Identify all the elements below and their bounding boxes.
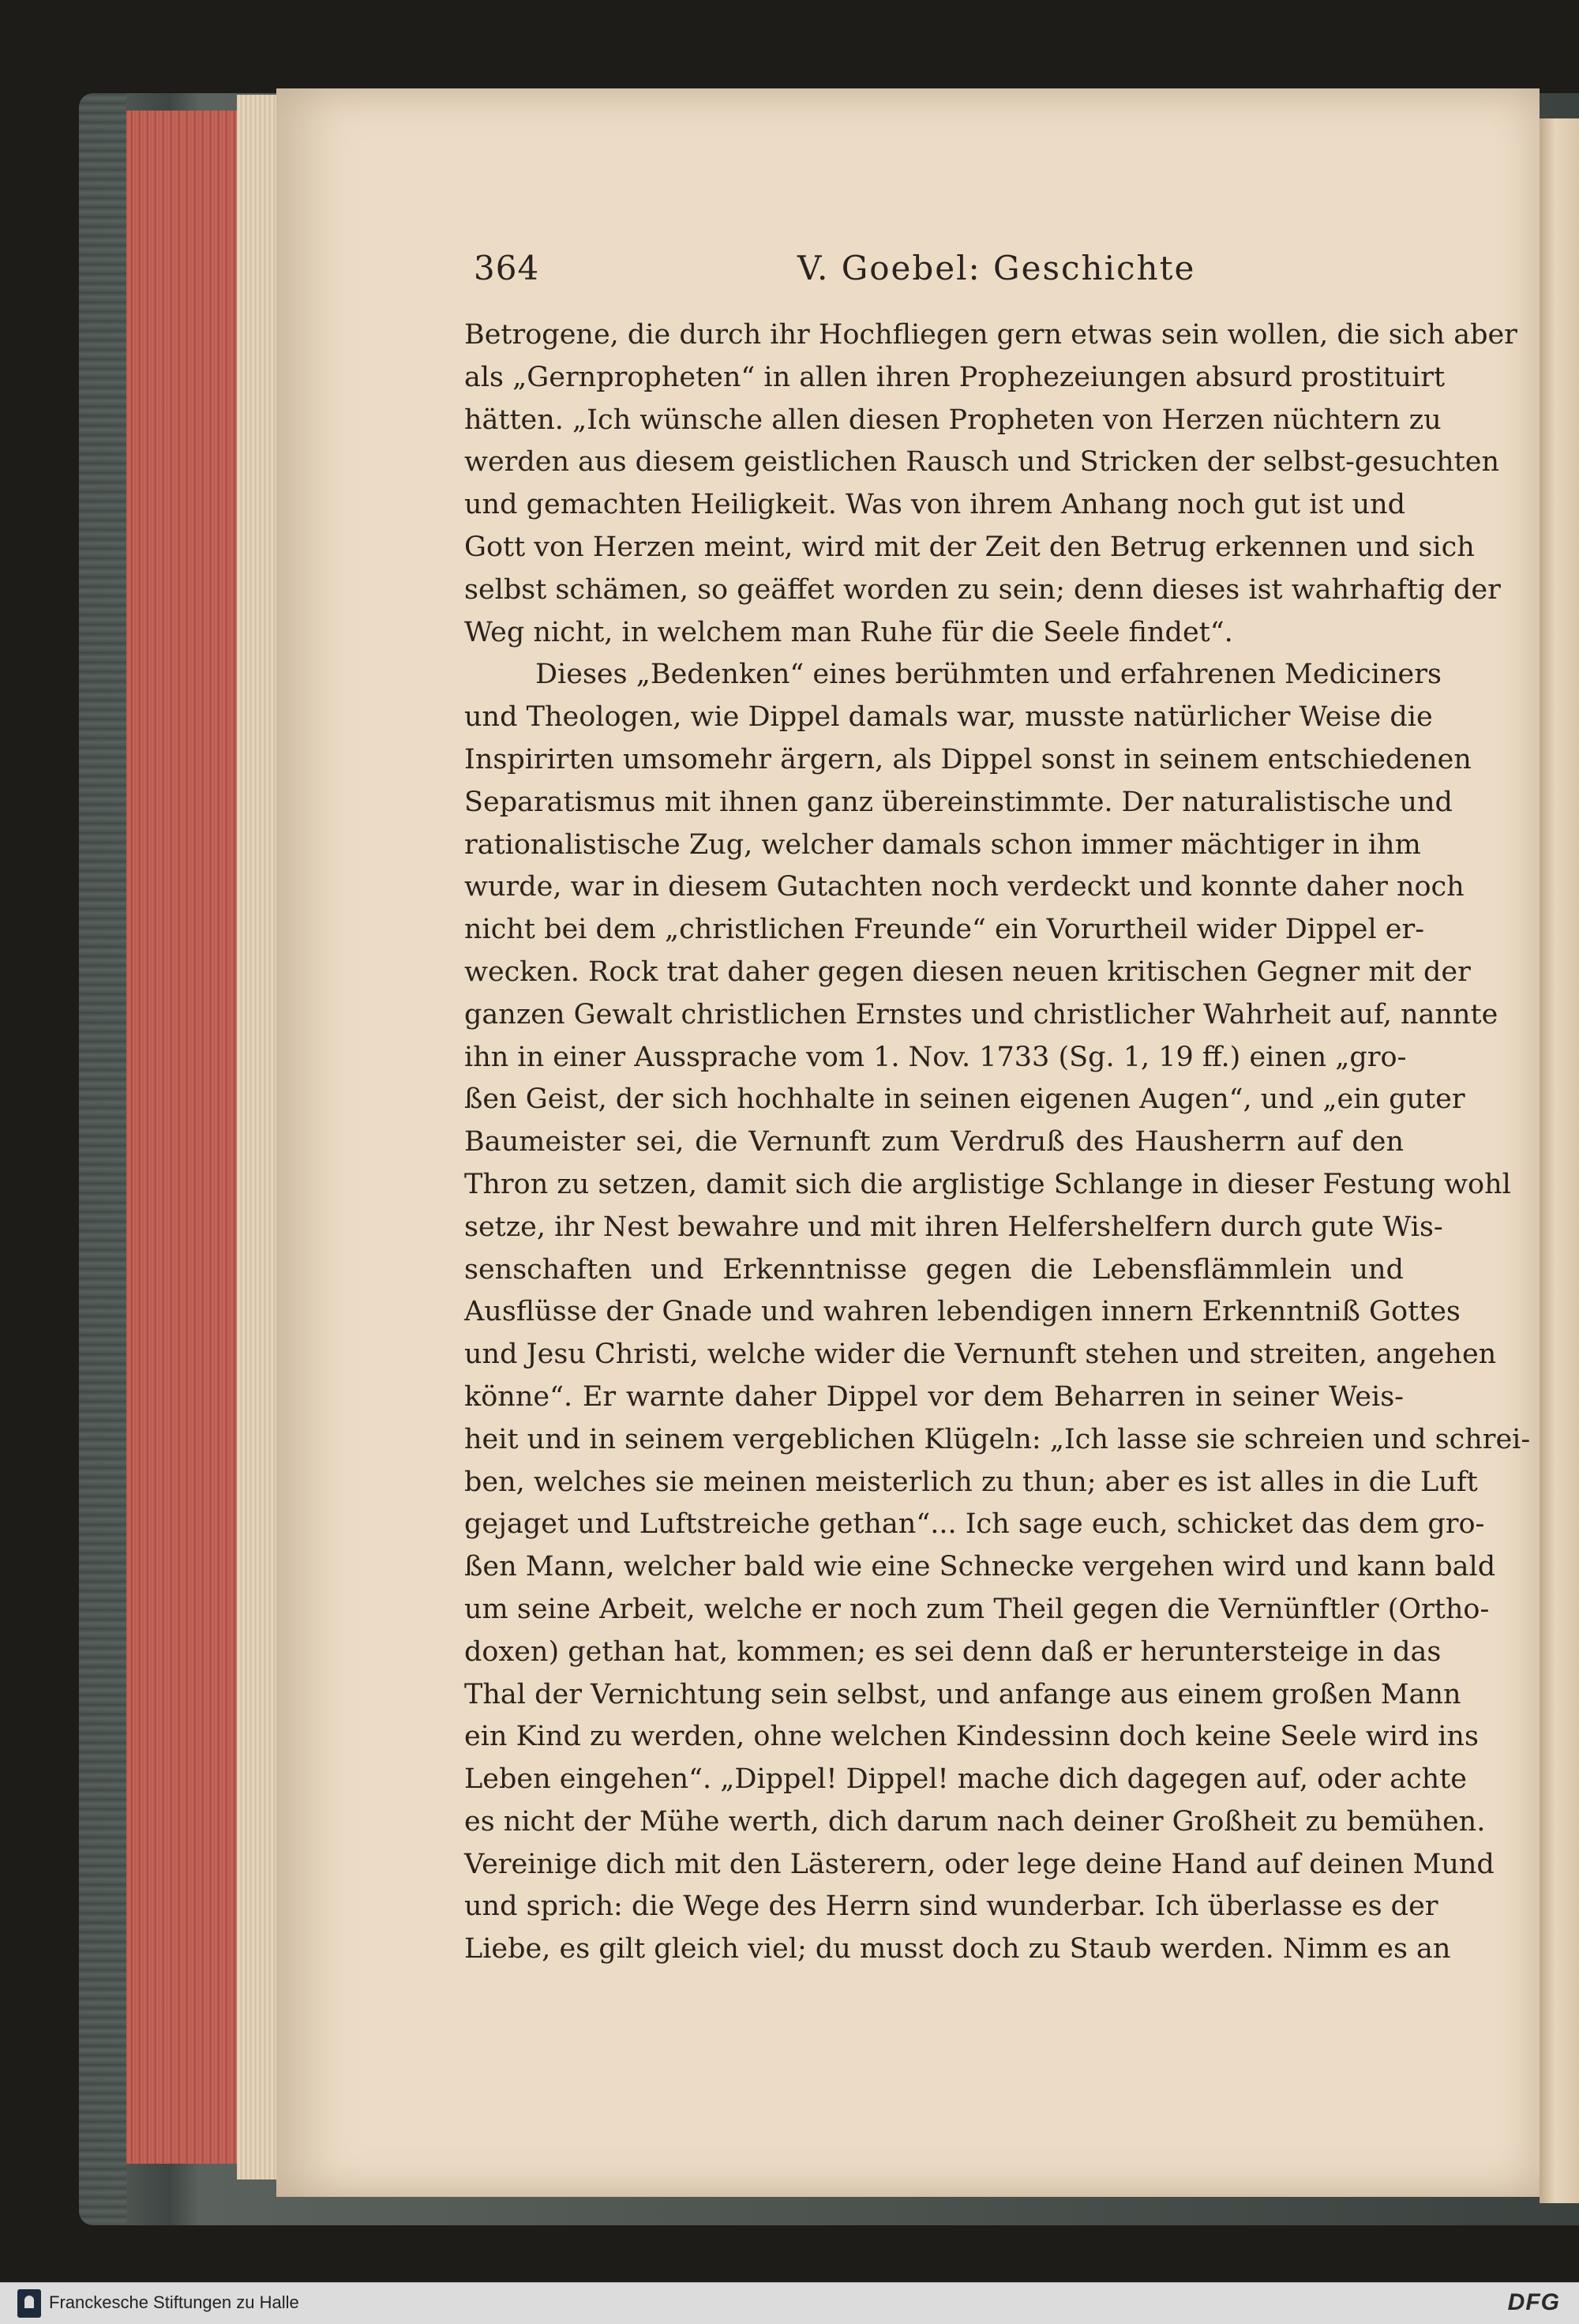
text-line: rationalistische Zug, welcher damals schon immer mächtiger in ihm — [464, 828, 1421, 861]
text-line: wecken. Rock trat daher gegen diesen neuen kritischen Gegner mit der — [464, 956, 1471, 988]
text-line: Gott von Herzen meint, wird mit der Zeit den Betrug erkennen und sich — [464, 531, 1475, 563]
text-line: um seine Arbeit, welche er noch zum Theil gegen die Vernünftler (Ortho- — [464, 1593, 1490, 1625]
text-line: Thron zu setzen, damit sich die arglistige Schlange in dieser Festung wohl — [464, 1168, 1511, 1200]
text-line: und Jesu Christi, welche wider die Vernunft stehen und streiten, angehen — [464, 1338, 1497, 1371]
text-line: senschaften und Erkenntnisse gegen die Lebensflämmlein und — [464, 1253, 1404, 1286]
text-line: selbst schämen, so geäffet worden zu sein; denn dieses ist wahrhaftig der — [464, 573, 1501, 606]
cover-spine-edge — [79, 93, 126, 2225]
text-line: ein Kind zu werden, ohne welchen Kindessinn doch keine Seele wird ins — [464, 1721, 1479, 1753]
text-line: ßen Geist, der sich hochhalte in seinen eigenen Augen“, und „ein guter — [464, 1083, 1465, 1116]
running-head — [474, 249, 1405, 296]
page-number: 364 — [474, 249, 540, 287]
body-text — [464, 314, 1531, 1971]
text-line: nicht bei dem „christlichen Freunde“ ein Vorurtheil wider Dippel er- — [464, 914, 1425, 946]
foundation-logo-icon — [17, 2289, 41, 2318]
footer-bar — [0, 2282, 1579, 2324]
text-line: Weg nicht, in welchem man Ruhe für die Seele findet“. — [464, 616, 1233, 648]
text-line: Separatismus mit ihnen ganz übereinstimmte. Der naturalistische und — [464, 786, 1453, 818]
text-line: heit und in seinem vergeblichen Klügeln: „Ich lasse sie schreien und schrei- — [464, 1423, 1531, 1455]
text-line: hätten. „Ich wünsche allen diesen Propheten von Herzen nüchtern zu — [464, 404, 1442, 436]
text-line: Liebe, es gilt gleich viel; du musst doch zu Staub werden. Nimm es an — [464, 1933, 1451, 1965]
text-line: ihn in einer Aussprache vom 1. Nov. 1733 (Sg. 1, 19 ff.) einen „gro- — [464, 1041, 1407, 1073]
text-line: könne“. Er warnte daher Dippel vor dem Beharren in seiner Weis- — [464, 1380, 1404, 1413]
text-line: Ausflüsse der Gnade und wahren lebendigen innern Erkenntniß Gottes — [464, 1296, 1461, 1328]
text-line: doxen) gethan hat, kommen; es sei denn daß er heruntersteige in das — [464, 1635, 1442, 1668]
text-line: Leben eingehen“. „Dippel! Dippel! mache dich dagegen auf, oder achte — [464, 1763, 1467, 1796]
text-line: und Theologen, wie Dippel damals war, musste natürlicher Weise die — [464, 701, 1433, 734]
facing-page-edge — [1540, 118, 1579, 2203]
text-line: Inspirirten umsomehr ärgern, als Dippel sonst in seinem entschiedenen — [464, 743, 1472, 775]
institution-name: Franckesche Stiftungen zu Halle — [49, 2292, 299, 2312]
text-line: Baumeister sei, die Vernunft zum Verdruß des Hausherrn auf den — [464, 1126, 1404, 1158]
text-line: als „Gernpropheten“ in allen ihren Prophezeiungen absurd prostituirt — [464, 361, 1446, 393]
running-title: V. Goebel: Geschichte — [797, 249, 1196, 287]
text-line: Dieses „Bedenken“ eines berühmten und erfahrenen Mediciners — [535, 659, 1442, 691]
text-line: ben, welches sie meinen meisterlich zu thun; aber es ist alles in die Luft — [464, 1466, 1478, 1498]
text-line: wurde, war in diesem Gutachten noch verdeckt und konnte daher noch — [464, 871, 1465, 903]
text-line: setze, ihr Nest bewahre und mit ihren Helfershelfern durch gute Wis- — [464, 1211, 1443, 1243]
text-line: es nicht der Mühe werth, dich darum nach deiner Großheit zu bemühen. — [464, 1805, 1486, 1838]
text-line: Betrogene, die durch ihr Hochfliegen gern etwas sein wollen, die sich aber — [464, 319, 1517, 351]
text-line: und gemachten Heiligkeit. Was von ihrem Anhang noch gut ist und — [464, 489, 1406, 521]
text-line: und sprich: die Wege des Herrn sind wunderbar. Ich überlasse es der — [464, 1890, 1438, 1923]
text-line: Thal der Vernichtung sein selbst, und anfange aus einem großen Mann — [464, 1678, 1461, 1710]
text-line: gejaget und Luftstreiche gethan“... Ich sage euch, schicket das dem gro- — [464, 1508, 1485, 1541]
text-line: ßen Mann, welcher bald wie eine Schnecke vergehen wird und kann bald — [464, 1551, 1496, 1583]
text-line: werden aus diesem geistlichen Rausch und Stricken der selbst-gesuchten — [464, 446, 1499, 479]
text-line: ganzen Gewalt christlichen Ernstes und christlicher Wahrheit auf, nannte — [464, 998, 1498, 1031]
text-line: Vereinige dich mit den Lästerern, oder lege deine Hand auf deinen Mund — [464, 1848, 1495, 1880]
dfg-logo: DFG — [1507, 2289, 1560, 2315]
